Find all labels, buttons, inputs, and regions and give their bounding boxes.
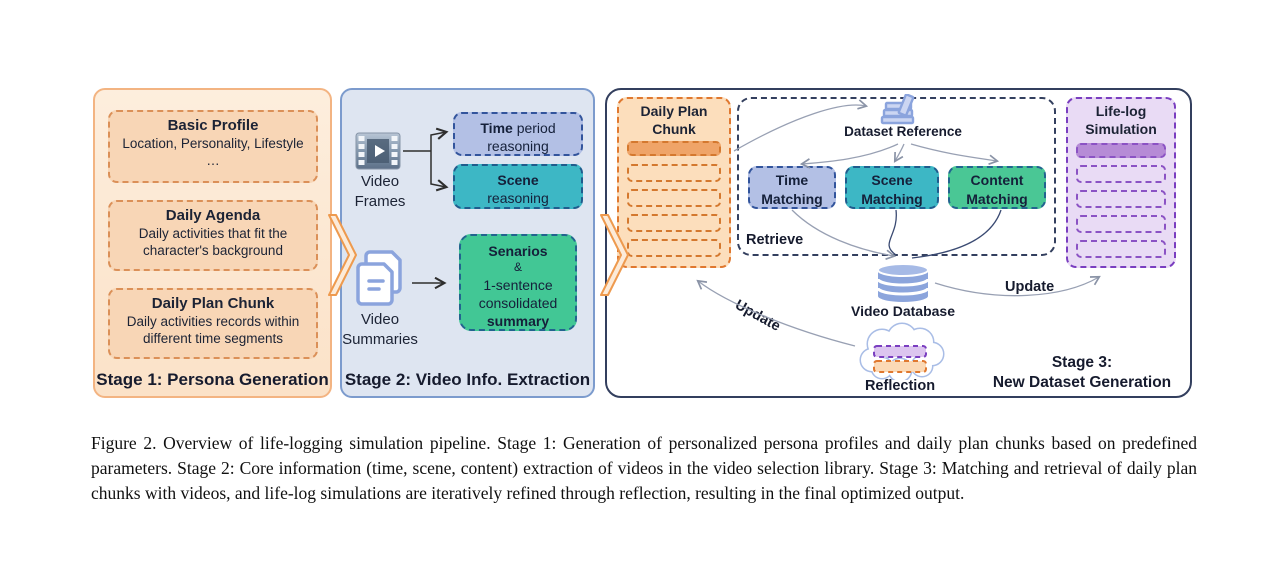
scene-reasoning-box	[453, 164, 583, 209]
time-line2: reasoning	[487, 138, 549, 155]
plan-strip	[627, 164, 721, 182]
reflection-cloud-icon	[852, 322, 948, 380]
lifelog-strip	[1076, 190, 1166, 208]
basic-profile-title: Basic Profile	[167, 117, 259, 134]
figure-caption: Figure 2. Overview of life-logging simulation pipeline. Stage 1: Generation of personalized persona profiles and daily plan chunks based on predefined parameters. Stage 2: Core information (time, scene, content) extraction of videos in the video selection library. Stage 3: Matching and retrieval of daily plan chunks with videos, and life-log simulations are iteratively refined through reflection, resulting in the final optimized output.	[91, 433, 1197, 503]
scene-bold: Scene	[497, 172, 539, 188]
daily-plan-title-1: Daily Plan	[640, 103, 708, 119]
lifelog-title-1: Life-log	[1095, 103, 1147, 119]
reflection-label: Reflection	[864, 378, 936, 394]
plan-strip	[627, 189, 721, 207]
video-summaries-label: Video Summaries	[342, 311, 418, 348]
senarios-line5: summary	[486, 313, 550, 330]
basic-profile-desc: Location, Personality, Lifestyle …	[122, 136, 304, 169]
time-period-reasoning-box	[453, 112, 583, 156]
senarios-line3: 1-sentence	[483, 276, 553, 293]
stage2-label: Stage 2: Video Info. Extraction	[344, 370, 591, 389]
daily-plan-chunk-box	[108, 288, 318, 359]
video-database-icon	[874, 262, 932, 304]
plan-strip	[627, 239, 721, 257]
daily-plan-title-2: Chunk	[652, 120, 696, 137]
plan-strip	[627, 214, 721, 232]
daily-agenda-box	[108, 200, 318, 271]
lifelog-strip	[1076, 215, 1166, 233]
daily-agenda-desc: Daily activities that fit the character's background	[138, 226, 288, 259]
lifelog-simulation-stack	[1066, 97, 1176, 268]
time-matching-box: Time Matching	[748, 166, 836, 209]
time-rest: period	[512, 120, 556, 136]
video-summaries-icon	[352, 248, 408, 310]
plan-strip-active	[627, 141, 721, 156]
daily-plan-chunk-desc: Daily activities records within different time segments	[126, 314, 300, 347]
update-left-label: Update	[732, 297, 783, 335]
stage1-panel	[93, 88, 332, 398]
lifelog-strip	[1076, 240, 1166, 258]
stage1-label: Stage 1: Persona Generation	[96, 370, 329, 389]
time-bold: Time	[480, 120, 513, 136]
senarios-line4: consolidated	[478, 294, 558, 311]
dataset-reference-label: Dataset Reference	[844, 124, 962, 139]
content-matching-box: Content Matching	[948, 166, 1046, 209]
senarios-line1: Senarios	[488, 243, 548, 259]
daily-plan-chunk-stack	[617, 97, 731, 268]
senarios-summary-box	[459, 234, 577, 331]
video-frames-icon	[355, 132, 401, 170]
lifelog-strip	[1076, 165, 1166, 183]
video-database-label: Video Database	[850, 303, 955, 319]
video-frames-label: Video Frames	[354, 173, 406, 210]
daily-plan-chunk-title: Daily Plan Chunk	[151, 295, 275, 312]
stage3-label: Stage 3: New Dataset Generation	[992, 354, 1172, 392]
dataset-reference-icon	[874, 94, 924, 126]
daily-agenda-title: Daily Agenda	[165, 207, 261, 224]
update-right-label: Update	[1005, 279, 1055, 295]
basic-profile-box	[108, 110, 318, 183]
retrieve-label: Retrieve	[746, 232, 804, 248]
scene-matching-box: Scene Matching	[845, 166, 939, 209]
scene-line2: reasoning	[487, 190, 549, 207]
lifelog-strip-active	[1076, 143, 1166, 158]
lifelog-title-2: Simulation	[1085, 120, 1157, 137]
senarios-line2: &	[513, 260, 522, 275]
